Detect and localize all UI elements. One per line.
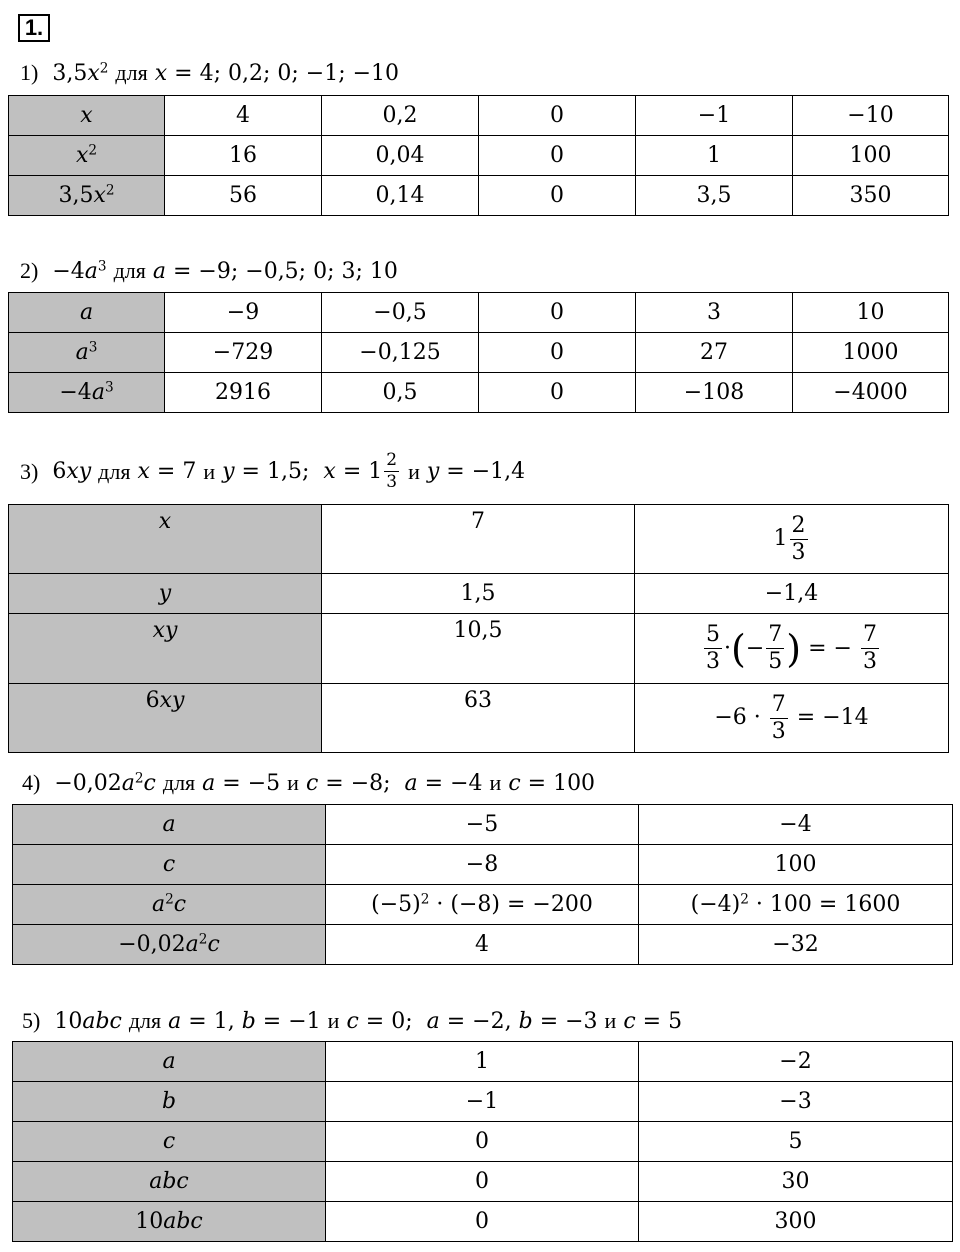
- table-cell: −729: [165, 333, 322, 373]
- table-cell: 0,5: [322, 373, 479, 413]
- row-header: a: [13, 1042, 326, 1082]
- table-cell: 10: [793, 293, 949, 333]
- table-cell: −6 · $\frac{7}{3}$ = −14: [635, 684, 949, 753]
- table-cell: −32: [639, 925, 953, 965]
- table-cell: 0: [326, 1162, 639, 1202]
- table-row: [9, 574, 949, 614]
- row-header: a: [13, 805, 326, 845]
- table-row: [9, 293, 949, 333]
- problem-number: 1.: [18, 14, 50, 42]
- row-header: a: [9, 293, 165, 333]
- table-cell: 350: [793, 176, 949, 216]
- table-cell: −1,4: [635, 574, 949, 614]
- row-header: x: [9, 96, 165, 136]
- table-row: [13, 1162, 953, 1202]
- table-cell: 3: [636, 293, 793, 333]
- task1-heading: 1) $3,5x^2$ для x = 4; 0,2; 0; −1; −10: [20, 60, 400, 86]
- table-row: [9, 333, 949, 373]
- table-row: [9, 614, 949, 684]
- table-cell: 0: [479, 293, 636, 333]
- table-cell: 100: [793, 136, 949, 176]
- table-row: [13, 805, 953, 845]
- table-cell: −1: [636, 96, 793, 136]
- row-header: c: [13, 845, 326, 885]
- table-row: [9, 136, 949, 176]
- table-cell: −5: [326, 805, 639, 845]
- row-header: $a^2c$: [13, 885, 326, 925]
- row-header: xy: [9, 614, 322, 684]
- table-cell: −3: [639, 1082, 953, 1122]
- table-cell: $(-5)^2 \cdot (-8) = -200$: [326, 885, 639, 925]
- table-cell: 0: [326, 1202, 639, 1242]
- table-cell: −0,5: [322, 293, 479, 333]
- task3-heading: 3) 6 xy для x = 7 и y = 1,5; x = 1 $\frac{2}{3}$ и y = −1,4: [20, 450, 526, 492]
- table-cell: 56: [165, 176, 322, 216]
- row-header: $-0,02a^2c$: [13, 925, 326, 965]
- row-header: 6xy: [9, 684, 322, 753]
- table-row: [9, 96, 949, 136]
- table-cell: −1: [326, 1082, 639, 1122]
- row-header: $x^2$: [9, 136, 165, 176]
- table-row: [13, 1042, 953, 1082]
- table-cell: −9: [165, 293, 322, 333]
- row-header: $a^3$: [9, 333, 165, 373]
- table-cell: $\frac{5}{3}$ · ( − $\frac{7}{5}$ ) = − $\frac{7}{3}$: [635, 614, 949, 684]
- row-header: $-4a^3$: [9, 373, 165, 413]
- task4-table: [12, 804, 953, 965]
- table-cell: 1: [326, 1042, 639, 1082]
- row-header: c: [13, 1122, 326, 1162]
- table-cell: 0,2: [322, 96, 479, 136]
- row-header: y: [9, 574, 322, 614]
- table-cell: 1 $\frac{2}{3}$: [635, 505, 949, 574]
- task2-table: [8, 292, 949, 413]
- table-row: [13, 1202, 953, 1242]
- table-cell: 16: [165, 136, 322, 176]
- table-cell: 0: [479, 136, 636, 176]
- table-cell: 30: [639, 1162, 953, 1202]
- table-cell: 0: [479, 333, 636, 373]
- task3-table: [8, 504, 949, 753]
- table-cell: $(-4)^2 \cdot 100 = 1600$: [639, 885, 953, 925]
- table-row: [13, 925, 953, 965]
- row-header: 10abc: [13, 1202, 326, 1242]
- table-cell: 4: [326, 925, 639, 965]
- table-cell: 0,14: [322, 176, 479, 216]
- table-row: [9, 176, 949, 216]
- table-cell: 0,04: [322, 136, 479, 176]
- task5-heading: 5) 10abc для a = 1, b = −1 и c = 0; a = −2, b = −3 и c = 5: [22, 1008, 683, 1034]
- table-row: [9, 373, 949, 413]
- row-header: x: [9, 505, 322, 574]
- table-cell: −0,125: [322, 333, 479, 373]
- table-cell: 2916: [165, 373, 322, 413]
- task4-heading: $4) -0,02a^2c$ для a = −5 и c = −8; a = −4 и c = 100: [22, 770, 596, 796]
- task1-table: [8, 95, 949, 216]
- table-cell: 4: [165, 96, 322, 136]
- table-cell: 10,5: [322, 614, 635, 684]
- table-cell: −10: [793, 96, 949, 136]
- table-cell: −4: [639, 805, 953, 845]
- table-cell: −2: [639, 1042, 953, 1082]
- task5-table: [12, 1041, 953, 1242]
- table-cell: 1,5: [322, 574, 635, 614]
- table-cell: 1: [636, 136, 793, 176]
- table-row: [13, 1122, 953, 1162]
- table-row: [9, 684, 949, 753]
- row-header: $3,5x^2$: [9, 176, 165, 216]
- row-header: abc: [13, 1162, 326, 1202]
- table-cell: 7: [322, 505, 635, 574]
- table-cell: 3,5: [636, 176, 793, 216]
- table-cell: 0: [479, 96, 636, 136]
- task2-heading: $2) -4a^3$ для a = −9; −0,5; 0; 3; 10: [20, 258, 398, 284]
- table-cell: 300: [639, 1202, 953, 1242]
- row-header: b: [13, 1082, 326, 1122]
- table-row: [13, 885, 953, 925]
- table-cell: −4000: [793, 373, 949, 413]
- table-cell: 1000: [793, 333, 949, 373]
- table-cell: 27: [636, 333, 793, 373]
- table-cell: 5: [639, 1122, 953, 1162]
- table-row: [9, 505, 949, 574]
- table-row: [13, 845, 953, 885]
- table-row: [13, 1082, 953, 1122]
- table-cell: 0: [326, 1122, 639, 1162]
- table-cell: 63: [322, 684, 635, 753]
- table-cell: −8: [326, 845, 639, 885]
- table-cell: 0: [479, 176, 636, 216]
- table-cell: 0: [479, 373, 636, 413]
- table-cell: −108: [636, 373, 793, 413]
- table-cell: 100: [639, 845, 953, 885]
